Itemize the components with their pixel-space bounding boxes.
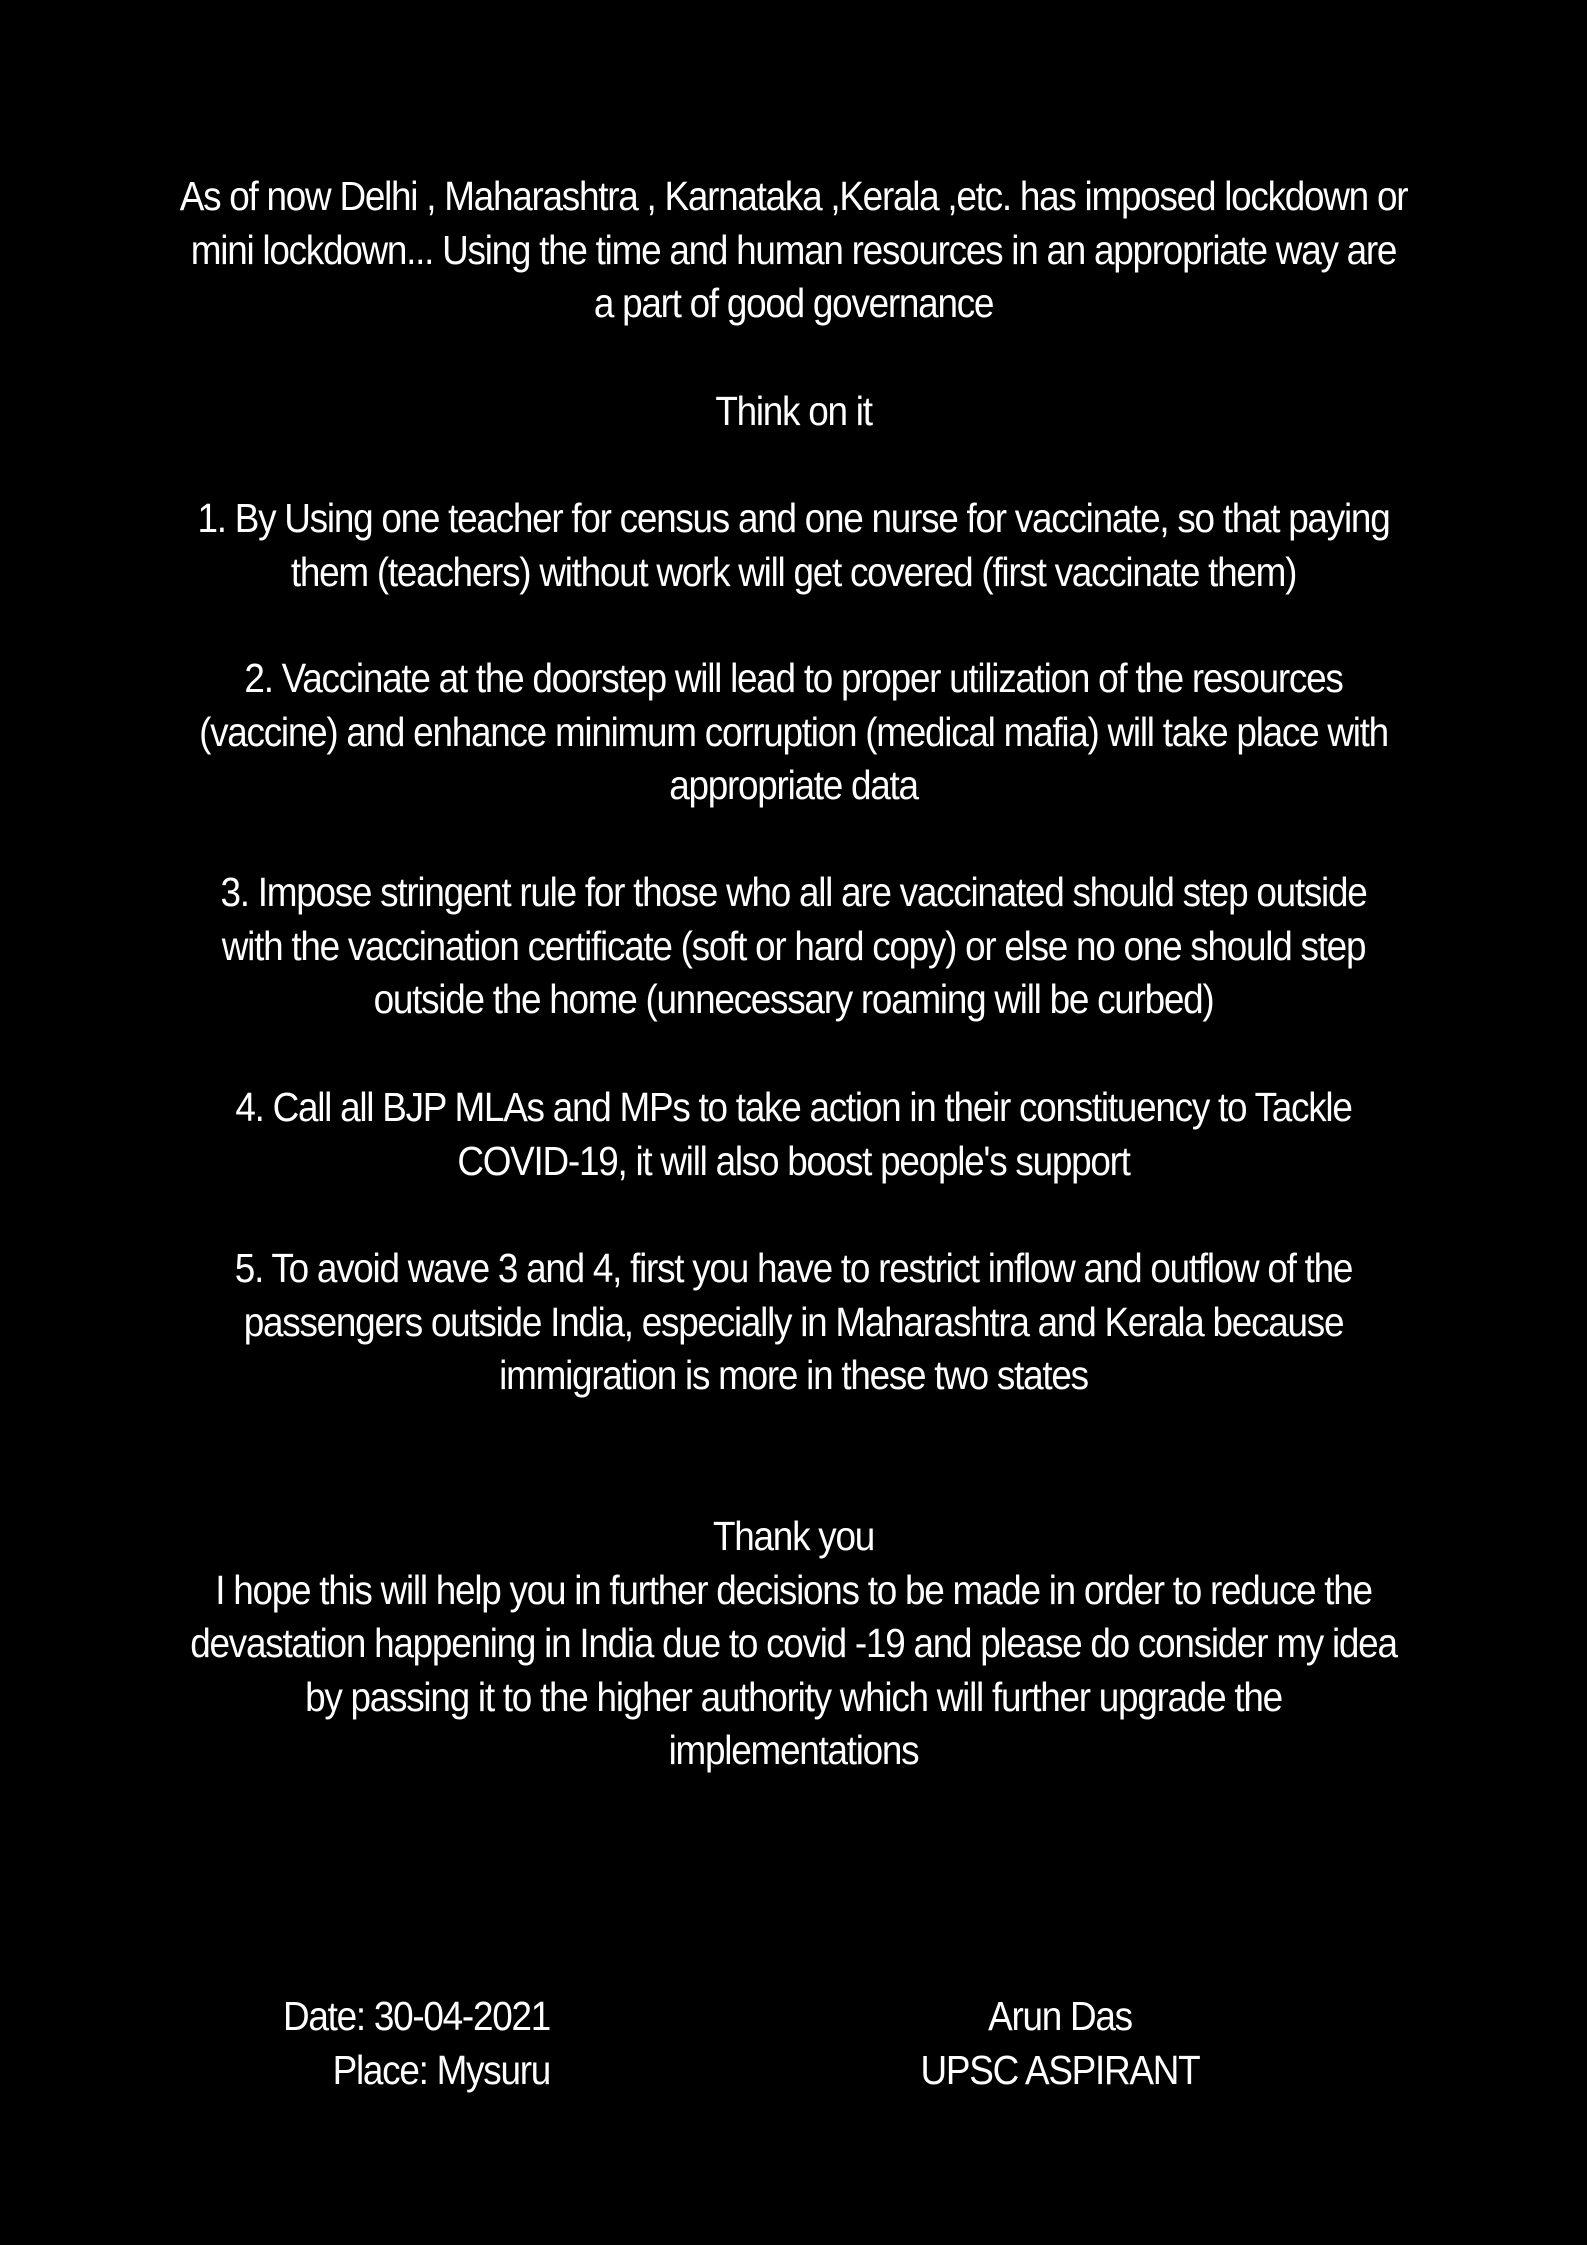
point-line: 2. Vaccinate at the doorstep will lead to proper utilization of the resources [244, 655, 1343, 701]
point-line: outside the home (unnecessary roaming will be curbed) [373, 976, 1214, 1022]
author-title: UPSC ASPIRANT [920, 2046, 1200, 2093]
prompt-line: Think on it [715, 388, 872, 434]
think-on-it-heading [124, 385, 1462, 439]
point-line: immigration is more in these two states [499, 1352, 1088, 1398]
signature-block [880, 1990, 1240, 2097]
point-line: 4. Call all BJP MLAs and MPs to take action in their constituency to Tackle [235, 1084, 1352, 1130]
closing-line: devastation happening in India due to covid -19 and please do consider my idea [190, 1620, 1397, 1666]
closing-line: implementations [668, 1727, 919, 1773]
point-line: COVID-19, it will also boost people's support [457, 1137, 1130, 1184]
closing-line: by passing it to the higher authority which will further upgrade the [305, 1673, 1282, 1720]
closing-line: I hope this will help you in further decisions to be made in order to reduce the [215, 1566, 1372, 1613]
point-line: appropriate data [669, 762, 918, 808]
point-line: (vaccine) and enhance minimum corruption (medical mafia) will take place with [199, 708, 1388, 755]
point-3 [124, 866, 1462, 1027]
intro-paragraph [124, 170, 1462, 331]
author-name: Arun Das [988, 1993, 1132, 2039]
date-place-block [145, 1990, 550, 2097]
intro-line: a part of good governance [593, 280, 994, 326]
point-4 [124, 1081, 1462, 1188]
point-1 [124, 492, 1462, 599]
point-line: passengers outside India, especially in Maharashtra and Kerala because [243, 1298, 1344, 1345]
point-line: them (teachers) without work will get covered (first vaccinate them) [290, 548, 1297, 595]
intro-line: As of now Delhi , Maharashtra , Karnataka ,Kerala ,etc. has imposed lockdown or [179, 173, 1408, 219]
closing-paragraph [124, 1510, 1462, 1778]
point-line: 3. Impose stringent rule for those who all are vaccinated should step outside [220, 869, 1367, 915]
intro-line: mini lockdown... Using the time and human resources in an appropriate way are [190, 226, 1397, 273]
point-line: 5. To avoid wave 3 and 4, first you have to restrict inflow and outflow of the [234, 1245, 1353, 1291]
point-line: with the vaccination certificate (soft or hard copy) or else no one should step [221, 922, 1366, 969]
point-2 [124, 652, 1462, 813]
place-text: Place: Mysuru [332, 2046, 550, 2093]
point-5 [124, 1242, 1462, 1403]
thank-you-line: Thank you [713, 1513, 874, 1559]
date-text: Date: 30-04-2021 [282, 1993, 550, 2039]
point-line: 1. By Using one teacher for census and one nurse for vaccinate, so that paying [197, 495, 1390, 541]
